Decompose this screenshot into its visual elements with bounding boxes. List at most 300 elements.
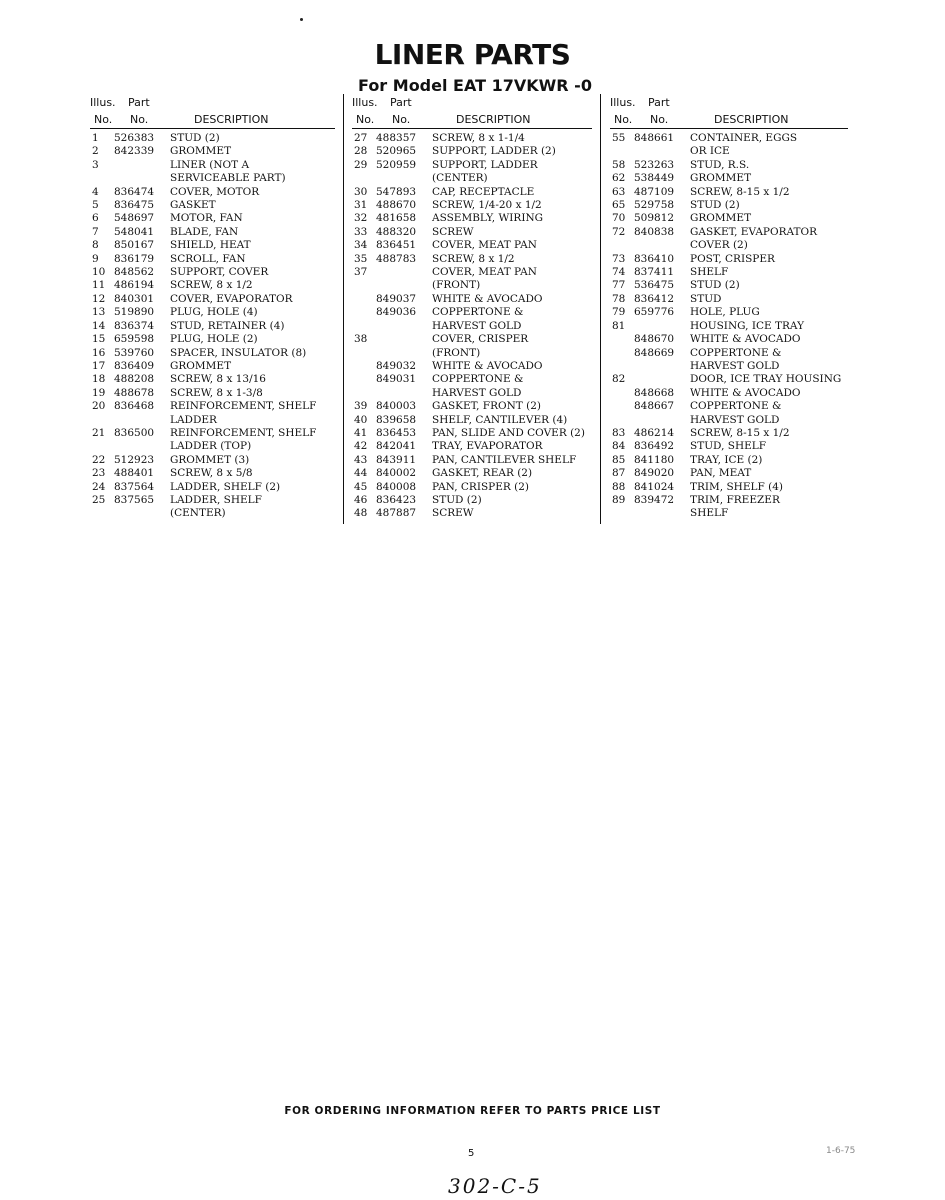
illus-no: 89	[612, 493, 626, 506]
description: PAN, SLIDE AND COVER (2)	[432, 426, 585, 439]
part-no: 836453	[376, 426, 417, 439]
table-row	[352, 212, 592, 225]
table-row	[90, 481, 335, 494]
table-row	[352, 427, 592, 440]
description: GROMMET (3)	[170, 453, 250, 466]
description: OR ICE	[690, 145, 730, 158]
illus-no: 63	[612, 185, 626, 198]
description: SPACER, INSULATOR (8)	[170, 346, 307, 359]
column-header	[352, 94, 592, 129]
description: HARVEST GOLD	[432, 386, 522, 399]
description: STUD (2)	[170, 132, 220, 144]
part-no	[114, 507, 170, 520]
description: LINER (NOT A	[170, 158, 250, 171]
illus-no: 1	[92, 132, 99, 144]
description: HARVEST GOLD	[690, 413, 780, 426]
part-no: 526383	[114, 132, 155, 144]
description: SCREW, 8 x 1/2	[170, 279, 253, 292]
illus-no: 29	[354, 158, 368, 171]
header-illus: Illus.	[90, 96, 116, 109]
table-row	[610, 199, 848, 212]
part-no	[376, 172, 432, 185]
illus-no: 77	[612, 279, 626, 292]
description: (CENTER)	[432, 172, 488, 185]
description: SCREW, 8 x 1-1/4	[432, 132, 525, 144]
part-no: 840838	[634, 225, 675, 238]
part-no: 849037	[376, 292, 417, 305]
parts-list	[610, 132, 848, 521]
table-row	[90, 186, 335, 199]
description: TRIM, FREEZER	[690, 493, 780, 506]
illus-no	[610, 145, 634, 158]
illus-no: 65	[612, 199, 626, 212]
illus-no: 12	[92, 292, 106, 305]
header-no: No.	[356, 113, 375, 126]
illus-no: 33	[354, 225, 368, 238]
part-no: 848562	[114, 266, 155, 279]
illus-no: 82	[612, 373, 626, 386]
illus-no: 25	[92, 493, 106, 506]
illus-no: 85	[612, 453, 626, 466]
header-no: No.	[614, 113, 633, 126]
part-no: 523263	[634, 158, 675, 171]
table-row	[90, 199, 335, 212]
part-no: 849036	[376, 306, 417, 319]
illus-no: 21	[92, 426, 106, 439]
part-no: 481658	[376, 212, 417, 225]
description: STUD	[690, 292, 722, 305]
table-row	[610, 467, 848, 480]
part-no: 837565	[114, 493, 155, 506]
illus-no: 40	[354, 413, 368, 426]
description: TRIM, SHELF (4)	[690, 480, 783, 493]
description: SCREW, 1/4-20 x 1/2	[432, 199, 542, 212]
description: PLUG, HOLE (2)	[170, 333, 258, 346]
illus-no: 34	[354, 239, 368, 252]
table-row	[90, 400, 335, 413]
part-no	[634, 145, 690, 158]
illus-no: 32	[354, 212, 368, 225]
illus-no: 79	[612, 306, 626, 319]
part-no: 841024	[634, 480, 675, 493]
table-row	[610, 226, 848, 239]
table-row	[610, 266, 848, 279]
illus-no: 27	[354, 132, 368, 144]
description: SHELF	[690, 266, 729, 279]
illus-no	[352, 320, 376, 333]
illus-no: 11	[92, 279, 106, 292]
table-row	[90, 347, 335, 360]
description: COPPERTONE &	[432, 373, 524, 386]
table-row	[610, 145, 848, 158]
table-row	[90, 360, 335, 373]
header-description: DESCRIPTION	[194, 113, 269, 126]
table-row	[610, 293, 848, 306]
description: SUPPORT, COVER	[170, 266, 269, 279]
table-row	[610, 400, 848, 413]
parts-column-3	[610, 94, 848, 521]
illus-no: 24	[92, 480, 106, 493]
illus-no	[610, 333, 634, 346]
table-row	[352, 172, 592, 185]
part-no: 488678	[114, 386, 155, 399]
table-row	[90, 467, 335, 480]
part-no	[376, 333, 432, 346]
illus-no: 45	[354, 480, 368, 493]
table-row	[352, 239, 592, 252]
part-no: 519890	[114, 306, 155, 319]
part-no	[634, 507, 690, 520]
table-row	[610, 360, 848, 373]
description: COVER, MEAT PAN	[432, 266, 537, 279]
description: HOUSING, ICE TRAY	[690, 319, 805, 332]
description: TRAY, ICE (2)	[690, 453, 763, 466]
description: WHITE & AVOCADO	[432, 292, 543, 305]
table-row	[610, 306, 848, 319]
description: STUD (2)	[690, 279, 740, 292]
illus-no: 73	[612, 252, 626, 265]
illus-no: 30	[354, 185, 368, 198]
table-row	[90, 172, 335, 185]
description: LADDER, SHELF (2)	[170, 480, 281, 493]
part-no: 547893	[376, 185, 417, 198]
part-no: 848661	[634, 132, 675, 144]
illus-no: 22	[92, 453, 106, 466]
part-no: 841180	[634, 453, 675, 466]
description: GROMMET	[690, 212, 752, 225]
description: SCREW	[432, 225, 474, 238]
description: REINFORCEMENT, SHELF	[170, 426, 317, 439]
part-no: 536475	[634, 279, 675, 292]
table-row	[610, 333, 848, 346]
part-no: 836423	[376, 493, 417, 506]
illus-no	[352, 360, 376, 373]
part-no	[376, 387, 432, 400]
table-row	[352, 279, 592, 292]
illus-no: 28	[354, 145, 368, 158]
table-row	[610, 440, 848, 453]
part-no: 520959	[376, 158, 417, 171]
header-part: Part	[128, 96, 150, 109]
description: COVER (2)	[690, 239, 748, 252]
table-row	[352, 440, 592, 453]
illus-no	[90, 507, 114, 520]
header-illus: Illus.	[610, 96, 636, 109]
description: SCREW, 8 x 1/2	[432, 252, 515, 265]
table-row	[352, 400, 592, 413]
part-no: 843911	[376, 453, 417, 466]
illus-no: 88	[612, 480, 626, 493]
handwritten-code: 302-C-5	[448, 1174, 542, 1198]
table-row	[90, 226, 335, 239]
header-part-no: No.	[392, 113, 411, 126]
table-row	[352, 333, 592, 346]
description: COVER, CRISPER	[432, 333, 529, 346]
illus-no: 55	[612, 132, 626, 144]
description: GASKET, REAR (2)	[432, 467, 533, 480]
description: CONTAINER, EGGS	[690, 132, 798, 144]
table-row	[352, 467, 592, 480]
table-row	[352, 306, 592, 319]
part-no: 836410	[634, 252, 675, 265]
part-no: 848668	[634, 386, 675, 399]
description: COPPERTONE &	[690, 400, 782, 413]
table-row	[610, 253, 848, 266]
illus-no: 62	[612, 172, 626, 185]
description: BLADE, FAN	[170, 225, 239, 238]
illus-no: 81	[612, 319, 626, 332]
table-row	[90, 494, 335, 507]
table-row	[352, 293, 592, 306]
part-no: 842041	[376, 440, 417, 453]
description: MOTOR, FAN	[170, 212, 243, 225]
header-part: Part	[390, 96, 412, 109]
part-no: 836492	[634, 440, 675, 453]
description: GASKET	[170, 199, 216, 212]
part-no	[114, 414, 170, 427]
illus-no: 3	[92, 158, 99, 171]
description: GASKET, EVAPORATOR	[690, 225, 818, 238]
part-no: 488670	[376, 199, 417, 212]
illus-no: 23	[92, 467, 106, 480]
table-row	[610, 159, 848, 172]
illus-no: 38	[354, 333, 368, 346]
table-row	[352, 454, 592, 467]
illus-no: 20	[92, 400, 106, 413]
page-title: LINER PARTS	[374, 38, 571, 71]
description: HARVEST GOLD	[432, 319, 522, 332]
illus-no: 84	[612, 440, 626, 453]
illus-no: 10	[92, 266, 106, 279]
table-row	[90, 266, 335, 279]
description: SCREW, 8-15 x 1/2	[690, 185, 790, 198]
table-row	[90, 159, 335, 172]
description: POST, CRISPER	[690, 252, 775, 265]
illus-no: 78	[612, 292, 626, 305]
part-no: 659598	[114, 333, 155, 346]
illus-no: 5	[92, 199, 99, 212]
part-no: 836500	[114, 426, 155, 439]
description: REINFORCEMENT, SHELF	[170, 400, 317, 413]
column-header	[610, 94, 848, 129]
description: (CENTER)	[170, 507, 226, 520]
column-divider	[343, 94, 344, 524]
part-no: 488401	[114, 467, 155, 480]
table-row	[352, 320, 592, 333]
part-no: 836451	[376, 239, 417, 252]
table-row	[352, 373, 592, 386]
part-no: 840002	[376, 467, 417, 480]
part-no: 529758	[634, 199, 675, 212]
illus-no: 87	[612, 467, 626, 480]
part-no	[114, 172, 170, 185]
part-no	[634, 360, 690, 373]
illus-no: 48	[354, 507, 368, 520]
part-no	[634, 414, 690, 427]
description: CAP, RECEPTACLE	[432, 185, 535, 198]
part-no: 840003	[376, 400, 417, 413]
table-row	[90, 212, 335, 225]
illus-no: 41	[354, 426, 368, 439]
description: PAN, CRISPER (2)	[432, 480, 530, 493]
table-row	[90, 387, 335, 400]
header-description: DESCRIPTION	[456, 113, 531, 126]
table-row	[352, 266, 592, 279]
table-row	[352, 414, 592, 427]
description: STUD (2)	[432, 493, 482, 506]
description: SHELF	[690, 507, 729, 520]
illus-no	[352, 347, 376, 360]
part-no: 488783	[376, 252, 417, 265]
description: SHELF, CANTILEVER (4)	[432, 413, 568, 426]
table-row	[610, 239, 848, 252]
part-no: 548041	[114, 225, 155, 238]
part-no: 836179	[114, 252, 155, 265]
illus-no: 9	[92, 252, 99, 265]
illus-no: 15	[92, 333, 106, 346]
part-no	[114, 159, 170, 172]
table-row	[352, 481, 592, 494]
ordering-note: FOR ORDERING INFORMATION REFER TO PARTS PRICE LIST	[284, 1105, 661, 1117]
description: (FRONT)	[432, 279, 481, 292]
part-no	[376, 347, 432, 360]
part-no: 848667	[634, 400, 675, 413]
illus-no: 16	[92, 346, 106, 359]
part-no: 850167	[114, 239, 155, 252]
illus-no: 18	[92, 373, 106, 386]
table-row	[90, 507, 335, 520]
illus-no: 14	[92, 319, 106, 332]
part-no: 836374	[114, 319, 155, 332]
table-row	[352, 387, 592, 400]
header-no: No.	[94, 113, 113, 126]
description: WHITE & AVOCADO	[432, 359, 543, 372]
description: SHIELD, HEAT	[170, 239, 251, 252]
table-row	[610, 427, 848, 440]
description: HARVEST GOLD	[690, 359, 780, 372]
description: STUD, RETAINER (4)	[170, 319, 285, 332]
description: PLUG, HOLE (4)	[170, 306, 258, 319]
illus-no: 17	[92, 359, 106, 372]
column-header	[90, 94, 335, 129]
table-row	[352, 253, 592, 266]
speck-mark	[300, 18, 303, 21]
part-no	[114, 440, 170, 453]
part-no: 849032	[376, 359, 417, 372]
description: WHITE & AVOCADO	[690, 386, 801, 399]
table-row	[90, 427, 335, 440]
parts-column-1	[90, 94, 335, 521]
part-no	[634, 373, 690, 386]
table-row	[352, 507, 592, 520]
date-code: 1-6-75	[826, 1146, 856, 1156]
description: HOLE, PLUG	[690, 306, 760, 319]
part-no: 486214	[634, 426, 675, 439]
description: SCREW	[432, 507, 474, 520]
table-row	[610, 132, 848, 145]
header-illus: Illus.	[352, 96, 378, 109]
description: PAN, MEAT	[690, 467, 752, 480]
part-no: 509812	[634, 212, 675, 225]
illus-no	[90, 172, 114, 185]
illus-no	[610, 400, 634, 413]
illus-no: 2	[92, 145, 99, 158]
illus-no: 6	[92, 212, 99, 225]
description: (FRONT)	[432, 346, 481, 359]
table-row	[610, 212, 848, 225]
illus-no: 83	[612, 426, 626, 439]
description: SCREW, 8 x 13/16	[170, 373, 266, 386]
parts-column-2	[352, 94, 592, 521]
table-row	[90, 145, 335, 158]
description: GROMMET	[690, 172, 752, 185]
illus-no: 13	[92, 306, 106, 319]
illus-no: 74	[612, 266, 626, 279]
table-row	[610, 186, 848, 199]
part-no: 837411	[634, 266, 675, 279]
table-row	[610, 481, 848, 494]
header-part-no: No.	[650, 113, 669, 126]
illus-no: 58	[612, 158, 626, 171]
illus-no: 39	[354, 400, 368, 413]
part-no	[376, 279, 432, 292]
part-no: 849020	[634, 467, 675, 480]
description: STUD, R.S.	[690, 158, 750, 171]
part-no: 839472	[634, 493, 675, 506]
part-no: 488357	[376, 132, 417, 144]
part-no	[376, 320, 432, 333]
illus-no: 8	[92, 239, 99, 252]
table-row	[90, 414, 335, 427]
table-row	[352, 226, 592, 239]
table-row	[352, 159, 592, 172]
table-row	[90, 440, 335, 453]
header-part: Part	[648, 96, 670, 109]
illus-no: 7	[92, 225, 99, 238]
table-row	[352, 145, 592, 158]
illus-no: 37	[354, 266, 368, 279]
part-no: 839658	[376, 413, 417, 426]
header-description: DESCRIPTION	[714, 113, 789, 126]
table-row	[352, 132, 592, 145]
description: SERVICEABLE PART)	[170, 172, 286, 185]
part-no: 848670	[634, 333, 675, 346]
part-no	[634, 239, 690, 252]
parts-list	[90, 132, 335, 521]
part-no	[376, 266, 432, 279]
illus-no: 43	[354, 453, 368, 466]
illus-no: 70	[612, 212, 626, 225]
part-no: 538449	[634, 172, 675, 185]
illus-no	[610, 360, 634, 373]
table-row	[610, 414, 848, 427]
description: GASKET, FRONT (2)	[432, 400, 542, 413]
description: SCREW, 8-15 x 1/2	[690, 426, 790, 439]
part-no: 840008	[376, 480, 417, 493]
description: STUD, SHELF	[690, 440, 767, 453]
part-no: 842339	[114, 145, 155, 158]
part-no: 840301	[114, 292, 155, 305]
description: LADDER (TOP)	[170, 440, 252, 453]
illus-no: 31	[354, 199, 368, 212]
description: COVER, EVAPORATOR	[170, 292, 293, 305]
illus-no	[610, 414, 634, 427]
table-row	[352, 347, 592, 360]
table-row	[90, 306, 335, 319]
part-no: 836409	[114, 359, 155, 372]
illus-no	[352, 279, 376, 292]
table-row	[90, 253, 335, 266]
